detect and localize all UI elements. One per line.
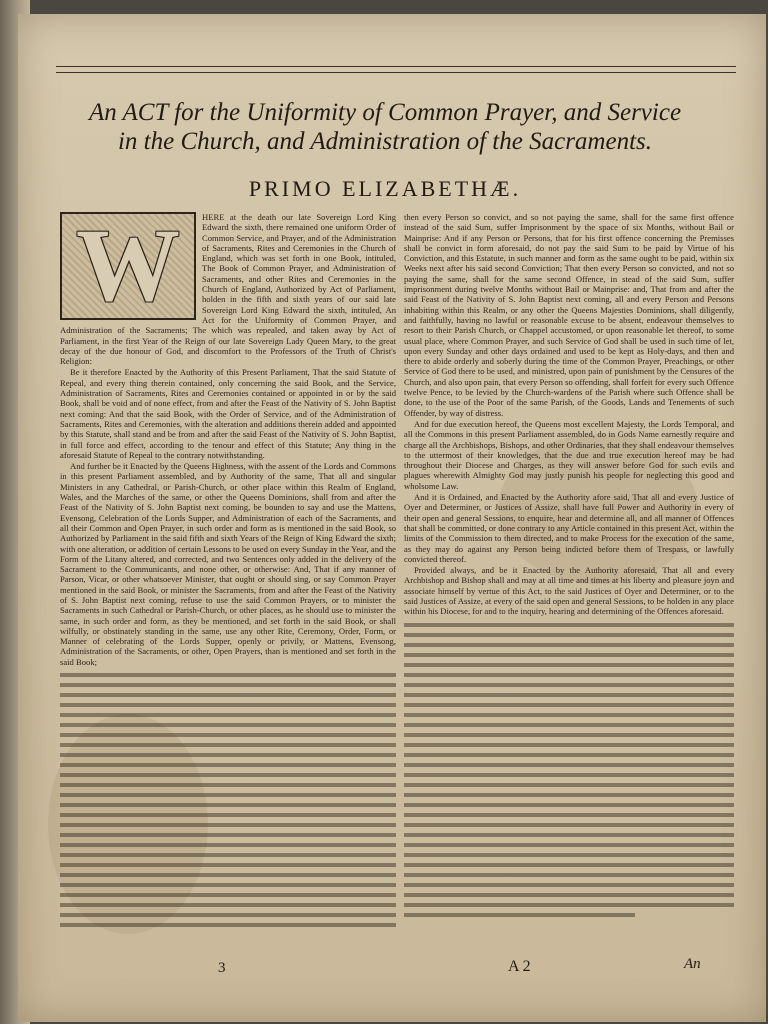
- paragraph: then every Person so convict, and so not paying the same, shall for the same first offence instead of the said Sum, suffer Imprisonment by the space of six Months, without Bail or Mainprise: And if any Person or Persons, that for his first offence concerning the Premisses shall be convict in form aforesaid, do not pay the said Sum to be paid by Virtue of his Conviction, and this Estatute, in such manner and form as the same ought to be paid, within six Weeks next after his said second Conviction; That then every Person so convicted, and not so paying the same, shall for the same second Offence, in stead of the said Sum, suffer imprisonment during twelve Months without Bail or Mainprise: and, That from and after the said Feast of the Nativity of S. John Baptist next coming, all and every Person and Persons inhabiting within this Realm, or any other the Queens Majesties Dominions, shall diligently, and faithfully, having no lawful or reasonable excuse to be absent, endeavour themselves to resort to their Parish Church, or Chappel accustomed, or upon reasonable let thereof, to some usual place, where Common Prayer, and such Service of God shall be used in such time of let, upon every Sunday and other days ordained and used to be kept as Holy-days, and then and there to abide orderly and soberly during the time of the Common Prayer, Preachings, or other Service of God there to be used, and ministred, upon pain of punishment by the Censures of the Church, and also upon pain, that every Person so offending, shall forfeit for every such Offence twelve Pence, to be levied by the Church-wardens of the Parish where such Offence shall be done, to the use of the Poor of the same Parish, of the Goods, Lands and Tenements of such Offender, by way of distress.: [404, 212, 734, 418]
- paragraph: And for due execution hereof, the Queens most excellent Majesty, the Lords Temporal, and all the Commons in this present Parliament assembled, do in Gods Name earnestly require and charge all the Archbishops, Bishops, and other Ordinaries, that they shall endeavour themselves to the uttermost of their knowledges, that the due and true execution hereof may be had throughout their Diocese and Charges, as they will answer before God for such evils and plagues wherewith Almighty God may justly punish his people for neglecting this good and wholsome Law.: [404, 418, 734, 491]
- paragraph: Provided always, and be it Enacted by the Authority aforesaid, That all and every Archbishop and Bishop shall and may at all time and times at his liberty and pleasure joyn and associate himself by vertue of this Act, to the said Justices of Oyer and Determiner, or to the said Justices of Assize, at every of the said open and general Sessions, to be holden in any place within his Diocese, for and to the inquiry, hearing and determining of the Offences aforesaid.: [404, 565, 734, 617]
- act-title-line-2: in the Church, and Administration of the Sacraments.: [117, 128, 652, 155]
- paragraph: Be it therefore Enacted by the Authority of this Present Parliament, That the said Statute of Repeal, and every thing therein contained, only concerning the said Book, and the Service, Administration of Sacraments, Rites and Ceremonies contained or appointed in or by the said Book, shall be void and of none effect, from and after the Feast of the Nativity of S. John Baptist next coming: And that the said Book, with the Order of Service, and of the Administration of Sacraments, Rites and Ceremonies, with the alteration and additions therein added and appointed by this Statute, shall stand and be from and after the said Feast of the Nativity of S. John Baptist, in full force and effect, according to the tenour and effect of this Statute; Any thing in the aforesaid Statute of Repeal to the contrary notwithstanding.: [60, 367, 396, 460]
- text-column-left: [60, 212, 396, 932]
- catchword: An: [684, 956, 701, 972]
- header-rule-top: [56, 66, 736, 67]
- paragraph: And further be it Enacted by the Queens Highness, with the assent of the Lords and Commons in this present Parliament assembled, and by Authority of the same, That all and singular Ministers in any Cathedral, or Parish-Church, or other place within this Realm of England, Wales, and the Marches of the same, or other the Queens Dominions, shall from and after the Feast of the Nativity of S. John Baptist next coming, be bounden to say and use the Mattens, Evensong, Celebration of the Lords Supper, and Administration of each of the Sacraments, and all their Common and Open Prayer, in such order and form as is mentioned in the said Book, so Authorized by Parliament in the said fifth and sixth Years of the Reign of King Edward the sixth; with one alteration, or addition of certain Lessons to be used on every Sunday in the Year, and the Form of the Litany altered, and corrected, and two Sentences only added in the delivery of the Sacrament to the Communicants, and none other, or otherwise: And, That if any manner of Parson, Vicar, or other whatsoever Minister, that ought or should sing, or say Common Prayer mentioned in the said Book, or minister the Sacraments, from and after the Feast of the Nativity of S. John Baptist next coming, refuse to use the said Common Prayers, or to minister the Sacraments in such Cathedral or Parish-Church, or other places, as he should use to minister the same, in such order and form, as they be mentioned, and set forth in the said Book, or shall wilfully, or obstinately standing in the same, use any other Rite, Ceremony, Order, Form, or Manner of celebrating of the Lords Supper, openly or privily, or Mattens, Evensong, Administration of the Sacraments, or other, Open Prayers, than is mentioned and set forth in the said Book;: [60, 461, 396, 667]
- text-column-right: [404, 212, 734, 932]
- act-subtitle: PRIMO ELIZABETHÆ.: [248, 176, 522, 201]
- header-rule-bottom: [56, 72, 736, 73]
- illegible-text-block: [404, 623, 734, 917]
- ornamental-initial: [60, 212, 196, 323]
- signature-mark: A 2: [508, 958, 531, 975]
- page-number: 3: [218, 960, 226, 976]
- illegible-text-block: [60, 673, 396, 932]
- drop-cap-letter: W: [76, 212, 180, 323]
- act-title: [40, 98, 730, 156]
- paragraph: HERE at the death our late Sovereign Lord King Edward the sixth, there remained one uniform Order of Common Service, and Prayer, and of the Administration of Sacraments, Rites and Ceremonies in the Church of England, which was set forth in one Book, intituled, The Book of Common Prayer, and Administration of Sacraments, and other Rites and Ceremonies in the Church of England, Authorized by Act of Parliament, holden in the fifth and sixth years of our said late Sovereign Lord King Edward the sixth, intituled, An Act for the Uniformity of Common Prayer, and Administration of the Sacraments; The which was repealed, and taken away by Act of Parliament, in the first Year of the Reign of our late Sovereign Lady Queen Mary, to the great decay of the due honour of God, and discomfort to the Professors of the Truth of Christ's Religion:: [60, 212, 396, 367]
- paragraph: And it is Ordained, and Enacted by the Authority afore said, That all and every Justice of Oyer and Determiner, or Justices of Assize, shall have full Power and Authority in every of their open and general Sessions, to enquire, hear and determine all, and all manner of Offences that shall be committed, or done contrary to any Article contained in this present Act, within the limits of the Commission to them directed, and to make Process for the execution of the same, as they may do against any Person being indicted before them of Trespass, or lawfully convicted thereof.: [404, 492, 734, 564]
- act-title-line-1: An ACT for the Uniformity of Common Prayer, and Service: [88, 99, 682, 126]
